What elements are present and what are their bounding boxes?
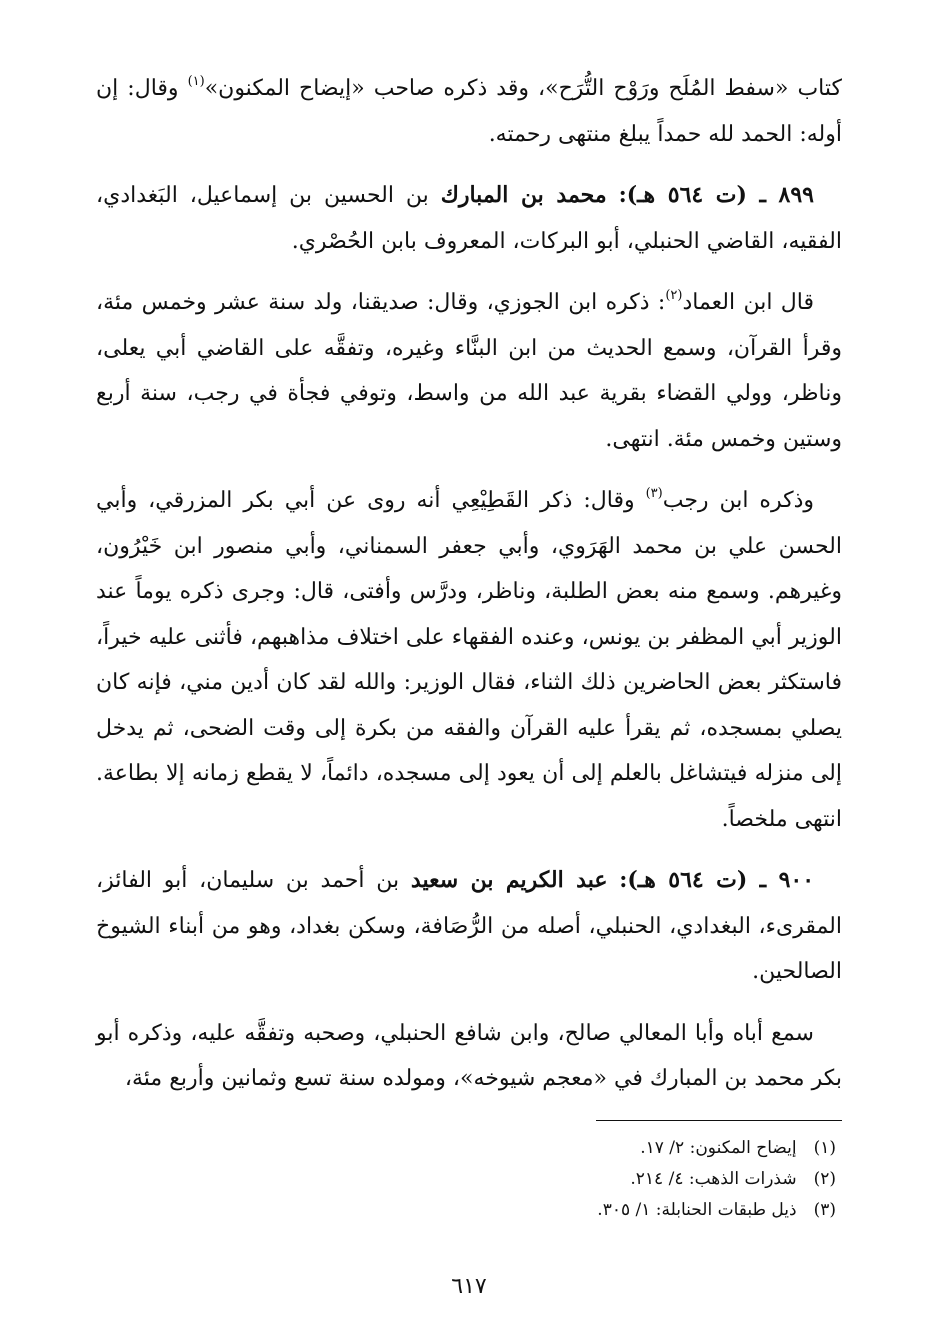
footnote-text: ذيل طبقات الحنابلة: ١/ ٣٠٥. <box>597 1200 797 1220</box>
footnote-item <box>96 1195 842 1226</box>
footnote-item <box>96 1164 842 1195</box>
entry-text: بن الحسين بن إسماعيل، البَغدادي، الفقيه، القاضي الحنبلي، أبو البركات، المعروف بابن الحُصْري. <box>96 183 842 254</box>
paragraph-ibn-rajab <box>96 478 842 842</box>
paragraph-text-cont: وقال: إن أوله: الحمد لله حمداً يبلغ منتهى رحمته. <box>96 76 842 147</box>
footnote-item <box>96 1133 842 1164</box>
entry-899 <box>96 173 842 264</box>
paragraph-text: قال ابن العماد <box>682 290 814 315</box>
entry-number: ٩٠٠ ـ (ت ٥٦٤ هـ): <box>619 867 815 893</box>
paragraph-text: وذكره ابن رجب <box>662 488 814 513</box>
paragraph-text-cont: : ذكره ابن الجوزي، وقال: صديقنا، ولد سنة عشر وخمس مئة، وقرأ القرآن، وسمع الحديث من ابن البنَّاء وغيره، وتفقَّه على القاضي أبي يعلى، وناظر، وولي القضاء بقرية عبد الله من واسط، وتوفي فجأة في رجب، سنة أربع وستين وخمس مئة. انتهى. <box>96 290 842 452</box>
entry-name: محمد بن المبارك <box>440 182 607 208</box>
footnote-ref-2[interactable]: (٢) <box>665 287 683 303</box>
footnote-ref-3[interactable]: (٣) <box>645 485 663 501</box>
entry-number: ٨٩٩ ـ (ت ٥٦٤ هـ): <box>618 182 814 208</box>
paragraph-text-cont: وقال: ذكر القَطِيْعِي أنه روى عن أبي بكر المزرقي، وأبي الحسن علي بن محمد الهَرَوي، وأبي جعفر السمناني، وأبي منصور ابن خَيْرُون، وغيرهم. وسمع منه بعض الطلبة، وناظر، ودرَّس وأفتى، قال: وجرى ذكره يوماً عند الوزير أبي المظفر بن يونس، وعنده الفقهاء على اختلاف مذاهبهم، فأثنى عليه خيراً، فاستكثر بعض الحاضرين ذلك الثناء، فقال الوزير: والله لقد كان أدين مني، فإنه كان يصلي بمسجده، ثم يقرأ عليه القرآن والفقه من بكرة إلى وقت الضحى، ثم يدخل إلى منزله فيتشاغل بالعلم إلى أن يعود إلى مسجده، دائماً، لا يقطع زمانه إلا بطاعة. انتهى ملخصاً. <box>96 488 842 832</box>
footnote-ref-1[interactable]: (١) <box>187 73 205 89</box>
footnote-separator <box>596 1120 842 1121</box>
paragraph-ibn-al-imad <box>96 280 842 462</box>
paragraph-text: كتاب «سفط المُلَح ورَوْح التُّرَح»، وقد ذكره صاحب «إيضاح المكنون» <box>204 76 842 101</box>
main-text <box>96 66 842 1118</box>
page-number: ٦١٧ <box>451 1274 487 1299</box>
entry-name: عبد الكريم بن سعيد <box>410 867 608 893</box>
footnotes <box>96 1133 842 1226</box>
entry-900 <box>96 858 842 995</box>
footnote-number: (١) <box>813 1138 836 1158</box>
footnote-number: (٢) <box>813 1169 836 1189</box>
entry-text: بن أحمد بن سليمان، أبو الفائز، المقرىء، البغدادي، الحنبلي، أصله من الرُّصَافة، وسكن بغداد، وهو من أبناء الشيوخ الصالحين. <box>96 868 842 984</box>
paragraph-1 <box>96 66 842 157</box>
footnote-text: شذرات الذهب: ٤/ ٢١٤. <box>630 1169 797 1189</box>
paragraph-text: سمع أباه وأبا المعالي صالح، وابن شافع الحنبلي، وصحبه وتفقَّه عليه، وذكره أبو بكر محمد بن المبارك في «معجم شيوخه»، ومولده سنة تسع وثمانين وأربع مئة، <box>96 1020 842 1091</box>
footnote-number: (٣) <box>813 1200 836 1220</box>
paragraph-last <box>96 1011 842 1102</box>
footnote-text: إيضاح المكنون: ٢/ ١٧. <box>640 1138 797 1158</box>
